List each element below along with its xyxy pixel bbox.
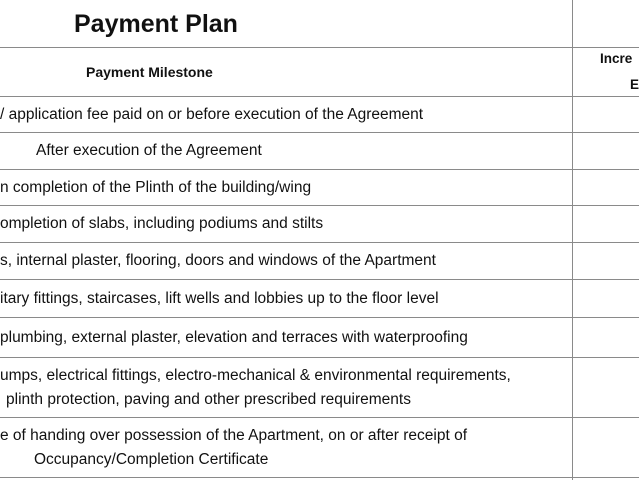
- milestone-text: umps, electrical fittings, electro-mechanical & environmental requirements,: [0, 366, 511, 384]
- milestone-text: plumbing, external plaster, elevation and terraces with waterproofing: [0, 328, 468, 346]
- side-header-line1: Incre: [600, 51, 633, 66]
- milestone-text-line2: plinth protection, paving and other prescribed requirements: [6, 390, 411, 408]
- header-row: [0, 48, 639, 97]
- milestone-cell: [0, 318, 572, 357]
- milestone-text: / application fee paid on or before execution of the Agreement: [0, 105, 424, 123]
- milestone-column-header: Payment Milestone: [86, 64, 213, 80]
- milestone-cell: [0, 97, 572, 132]
- table-row: [0, 318, 639, 358]
- milestone-text: n completion of the Plinth of the building/wing: [0, 178, 312, 196]
- table-row: [0, 97, 639, 133]
- table-row: [0, 206, 639, 243]
- table-row: [0, 243, 639, 280]
- milestone-cell: [0, 206, 572, 242]
- side-header-line2: E: [630, 77, 639, 92]
- side-column-header: [573, 48, 639, 96]
- milestone-cell: [0, 358, 572, 417]
- milestone-cell: [0, 418, 572, 477]
- milestone-text-line2: Occupancy/Completion Certificate: [34, 450, 269, 468]
- milestone-text: ompletion of slabs, including podiums and stilts: [0, 215, 324, 232]
- milestone-text: e of handing over possession of the Apartment, on or after receipt of: [0, 426, 468, 444]
- table-row: [0, 358, 639, 418]
- table-row: [0, 133, 639, 170]
- table-row: [0, 170, 639, 206]
- title-cell: [0, 0, 572, 47]
- milestone-text: After execution of the Agreement: [36, 142, 262, 159]
- milestone-text: itary fittings, staircases, lift wells and lobbies up to the floor level: [0, 289, 439, 307]
- milestone-cell: [0, 243, 572, 279]
- page-title: Payment Plan: [74, 9, 238, 38]
- title-row: [0, 0, 639, 48]
- milestone-cell: [0, 170, 572, 205]
- milestone-header-cell: [0, 48, 572, 96]
- milestone-text: s, internal plaster, flooring, doors and windows of the Apartment: [0, 252, 436, 269]
- table-row: [0, 280, 639, 318]
- table-row: [0, 418, 639, 478]
- milestone-cell: [0, 280, 572, 317]
- milestone-cell: [0, 133, 572, 169]
